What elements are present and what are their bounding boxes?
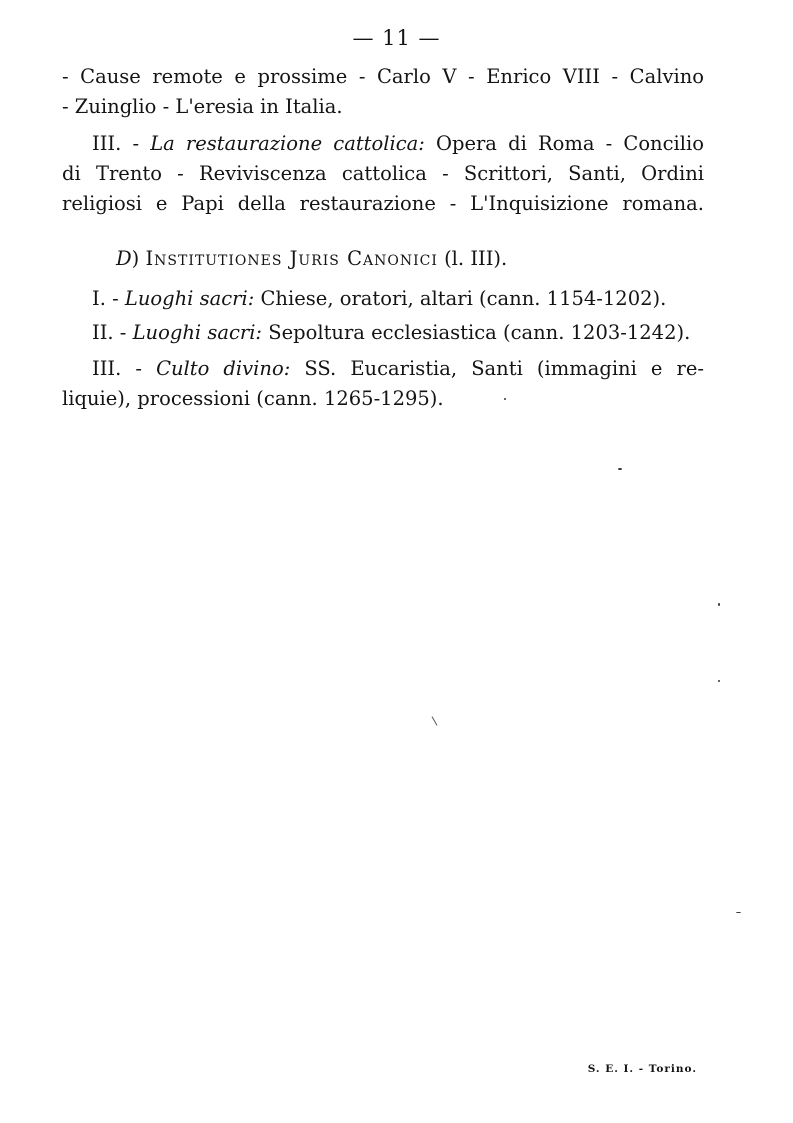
- printer-imprint: S. E. I. - Torino.: [587, 1063, 697, 1075]
- item-iii: [62, 354, 704, 414]
- section-d-letter: D: [116, 247, 132, 270]
- section-iii-numeral: III. -: [92, 132, 151, 155]
- item-ii: [62, 318, 704, 348]
- scan-speck: [718, 680, 720, 682]
- item-i-line: [62, 284, 704, 314]
- item-iii-line-1: [62, 354, 704, 384]
- intro-line-1: - Cause remote e prossime - Carlo V - Enrico VIII - Calvino: [62, 65, 704, 88]
- scan-speck: [718, 603, 720, 606]
- item-ii-topic: Luoghi sacri:: [132, 321, 263, 344]
- section-iii-paragraph: [62, 129, 704, 219]
- section-iii-line-1: [62, 129, 704, 159]
- section-d-paren: ): [131, 247, 146, 270]
- item-ii-numeral: II. -: [92, 321, 133, 344]
- item-i-topic: Luoghi sacri:: [124, 287, 255, 310]
- intro-line-2: - Zuinglio - L'eresia in Italia.: [62, 95, 343, 118]
- scan-speck: [432, 716, 438, 725]
- section-iii-line-1-rest: Opera di Roma - Concilio: [424, 132, 704, 155]
- item-iii-text: SS. Eucaristia, Santi (immagini e re-: [290, 357, 704, 380]
- section-d-book: (l. III).: [437, 247, 508, 270]
- section-iii-line-2: di Trento - Reviviscenza cattolica - Scrittori, Santi, Ordini: [62, 162, 704, 185]
- item-iii-numeral: III. -: [92, 357, 157, 380]
- intro-paragraph: [62, 62, 704, 122]
- section-d-title: Institutiones Juris Canonici: [145, 247, 438, 270]
- item-i-text: Chiese, oratori, altari (cann. 1154-1202).: [254, 287, 667, 310]
- scan-speck: [618, 468, 622, 470]
- item-ii-text: Sepoltura ecclesiastica (cann. 1203-1242).: [262, 321, 691, 344]
- item-iii-line-2: liquie), processioni (cann. 1265-1295).: [62, 387, 444, 410]
- page-number: — 11 —: [352, 26, 441, 50]
- item-i-numeral: I. -: [92, 287, 125, 310]
- scan-speck: [504, 398, 506, 400]
- item-iii-topic: Culto divino:: [156, 357, 291, 380]
- scan-speck: [736, 912, 741, 913]
- section-iii-line-3: religiosi e Papi della restaurazione - L'Inquisizione romana.: [62, 192, 704, 215]
- item-ii-line: [62, 318, 704, 348]
- item-i: [62, 284, 704, 314]
- section-iii-title: La restaurazione cattolica:: [150, 132, 425, 155]
- section-d-heading: [62, 244, 704, 274]
- section-d-heading-line: [62, 244, 704, 274]
